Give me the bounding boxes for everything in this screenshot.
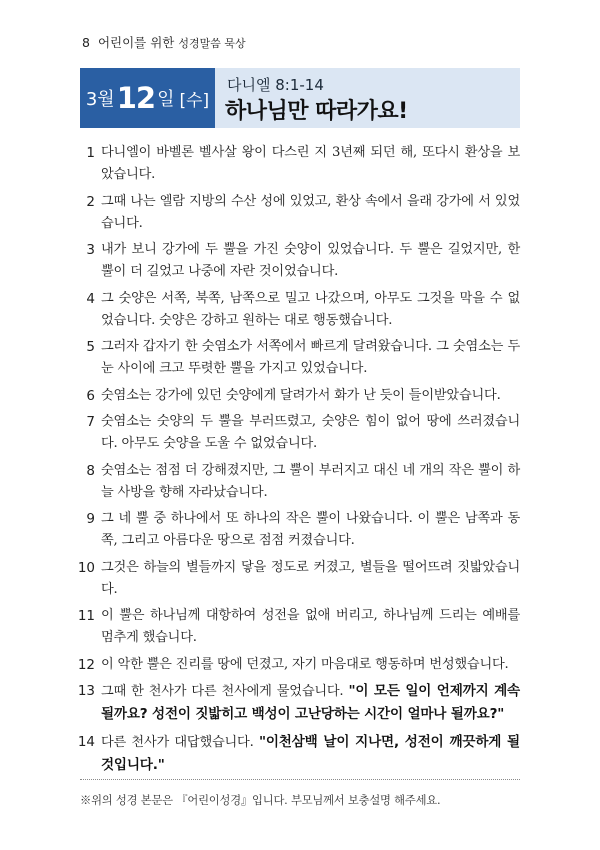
verse xyxy=(77,654,520,676)
verse-number: 6 xyxy=(86,387,95,404)
verse-text: 숫염소는 점점 더 강해졌지만, 그 뿔이 부러지고 대신 네 개의 작은 뿔이 하늘 사방을 향해 자라났습니다. xyxy=(101,462,520,500)
verse xyxy=(80,460,520,504)
scripture-reference: 다니엘 8:1-14 xyxy=(227,76,324,94)
verse xyxy=(77,605,520,649)
verse-text xyxy=(101,680,520,726)
verse-number: 8 xyxy=(86,462,95,479)
verse xyxy=(80,288,520,332)
verse-number: 2 xyxy=(86,193,95,210)
running-header xyxy=(82,33,246,51)
verse-text: 그 네 뿔 중 하나에서 또 하나의 작은 뿔이 나왔습니다. 이 뿔은 남쪽과 동쪽, 그리고 아름다운 땅으로 점점 커졌습니다. xyxy=(101,511,520,548)
date-banner xyxy=(80,68,520,128)
verse-number: 9 xyxy=(86,511,95,527)
month: 3월 xyxy=(85,89,115,110)
verse xyxy=(77,557,520,601)
verse-text: 다니엘이 바벨론 벨사살 왕이 다스린 지 3년째 되던 해, 또다시 환상을 보았습니다. xyxy=(101,145,520,182)
day-unit: 일 xyxy=(157,89,175,110)
verse-quote: "이천삼백 날이 지나면, 성전이 깨끗하게 될 것입니다." xyxy=(101,733,520,773)
verse-text: 내가 보니 강가에 두 뿔을 가진 숫양이 있었습니다. 두 뿔은 길었지만, 한 뿔이 더 길었고 나중에 자란 것이었습니다. xyxy=(101,242,520,279)
verse-number: 7 xyxy=(86,414,95,430)
verse-text: 이 악한 뿔은 진리를 땅에 던졌고, 자기 마음대로 행동하며 번성했습니다. xyxy=(101,656,509,672)
verse-narration: 다른 천사가 대답했습니다. xyxy=(101,734,259,750)
verse-number: 10 xyxy=(77,559,95,576)
verse-text: 그 숫양은 서쪽, 북쪽, 남쪽으로 밀고 나갔으며, 아무도 그것을 막을 수 없었습니다. 숫양은 강하고 원하는 대로 행동했습니다. xyxy=(101,290,520,328)
verse-number: 4 xyxy=(86,290,95,307)
footnote-divider xyxy=(80,779,520,780)
verse-number: 14 xyxy=(77,733,95,750)
verse xyxy=(80,411,520,455)
verse-text: 그때 나는 엘람 지방의 수산 성에 있었고, 환상 속에서 을래 강가에 서 있었습니다. xyxy=(101,193,520,231)
verse xyxy=(80,142,520,186)
verse-text xyxy=(101,731,520,777)
verse-number: 13 xyxy=(77,683,95,699)
verse xyxy=(80,239,520,283)
verse-number: 11 xyxy=(77,608,95,624)
verse-text: 이 뿔은 하나님께 대항하여 성전을 없애 버리고, 하나님께 드리는 예배를 멈추게 했습니다. xyxy=(101,608,520,645)
verse-number: 1 xyxy=(86,145,95,161)
verse-number: 3 xyxy=(86,242,95,258)
verse-text: 숫염소는 강가에 있던 숫양에게 달려가서 화가 난 듯이 들이받았습니다. xyxy=(101,387,501,403)
verse xyxy=(77,731,520,777)
page-title: 하나님만 따라가요! xyxy=(225,99,408,124)
verse-text: 그러자 갑자기 한 숫염소가 서쪽에서 빠르게 달려왔습니다. 그 숫염소는 두 눈 사이에 크고 뚜렷한 뿔을 가지고 있었습니다. xyxy=(101,339,520,376)
book-title: 어린이를 위한 xyxy=(97,35,175,50)
verse-number: 5 xyxy=(86,339,95,355)
verse xyxy=(80,336,520,380)
verse-text: 숫염소는 숫양의 두 뿔을 부러뜨렸고, 숫양은 힘이 없어 땅에 쓰러졌습니다. 아무도 숫양을 도울 수 없었습니다. xyxy=(101,414,520,451)
day: 12 xyxy=(116,81,156,115)
verse-text: 그것은 하늘의 별들까지 닿을 정도로 커졌고, 별들을 떨어뜨려 짓밟았습니다. xyxy=(101,559,520,597)
verse-narration: 그때 한 천사가 다른 천사에게 물었습니다. xyxy=(101,684,349,699)
page-number: 8 xyxy=(82,35,90,50)
verse xyxy=(80,191,520,235)
date-box xyxy=(80,68,215,128)
verse-quote: "이 모든 일이 언제까지 계속될까요? 성전이 짓밟히고 백성이 고난당하는 시간이 얼마나 될까요?" xyxy=(101,683,520,722)
verse xyxy=(80,385,520,407)
footnote: ※위의 성경 본문은 『어린이성경』입니다. 부모님께서 보충설명 해주세요. xyxy=(80,794,441,807)
verse-number: 12 xyxy=(77,656,95,673)
weekday: [수] xyxy=(179,90,210,111)
verse xyxy=(80,508,520,552)
book-subtitle: 성경말씀 묵상 xyxy=(178,37,246,50)
verse-list xyxy=(77,142,520,781)
title-box xyxy=(215,68,520,128)
verse xyxy=(77,680,520,726)
